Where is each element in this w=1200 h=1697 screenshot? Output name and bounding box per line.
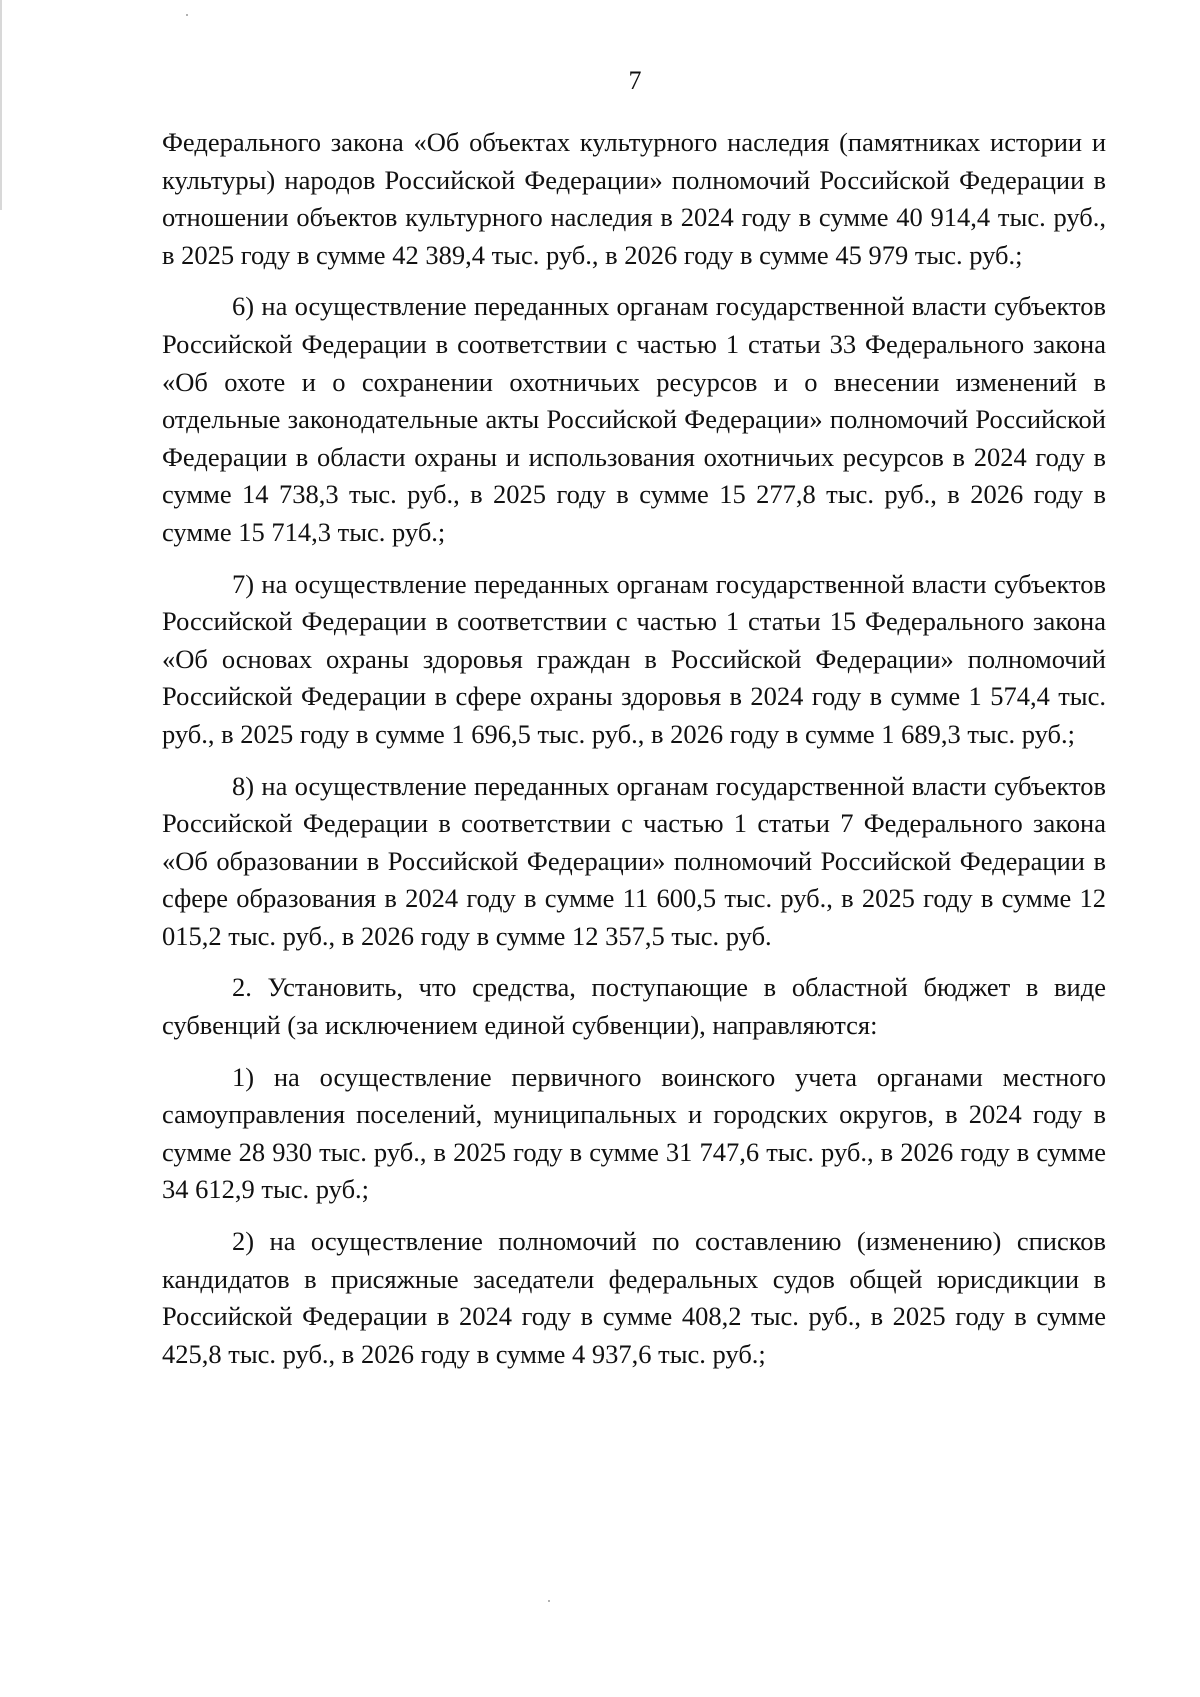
paragraph-item-6: 6) на осуществление переданных органам государственной власти субъектов Российской Федерации в соответствии с частью 1 статьи 33 Федерального закона «Об охоте и о сохранении охотничьих ресурсов и о внесении изменений в отдельные законодательные акты Российской Федерации» полномочий Российской Федерации в области охраны и использования охотничьих ресурсов в 2024 году в сумме 14 738,3 тыс. руб., в 2025 году в сумме 15 277,8 тыс. руб., в 2026 году в сумме 15 714,3 тыс. руб.; (162, 291, 1106, 547)
page-edge-line (0, 0, 2, 210)
page-number: 7 (628, 66, 642, 95)
scan-speck (548, 1600, 550, 1602)
paragraph-section-2-item-1: 1) на осуществление первичного воинского учета органами местного самоуправления поселений, муниципальных и городских округов, в 2024 году в сумме 28 930 тыс. руб., в 2025 году в сумме 31 747,6 тыс. руб., в 2026 году в сумме 34 612,9 тыс. руб.; (162, 1061, 1106, 1205)
scan-speck (186, 14, 188, 16)
paragraph-item-7: 7) на осуществление переданных органам государственной власти субъектов Российской Федерации в соответствии с частью 1 статьи 15 Федерального закона «Об основах охраны здоровья граждан в Российской Федерации» полномочий Российской Федерации в сфере охраны здоровья в 2024 году в сумме 1 574,4 тыс. руб., в 2025 году в сумме 1 696,5 тыс. руб., в 2026 году в сумме 1 689,3 тыс. руб.; (162, 568, 1106, 749)
document-body (162, 124, 1106, 1387)
paragraph-item-8: 8) на осуществление переданных органам государственной власти субъектов Российской Федерации в соответствии с частью 1 статьи 7 Федерального закона «Об образовании в Российской Федерации» полномочий Российской Федерации в сфере образования в 2024 году в сумме 11 600,5 тыс. руб., в 2025 году в сумме 12 015,2 тыс. руб., в 2026 году в сумме 12 357,5 тыс. руб. (162, 770, 1106, 951)
paragraph-section-2: 2. Установить, что средства, поступающие в областной бюджет в виде субвенций (за исключением единой субвенции), направляются: (162, 972, 1106, 1041)
paragraph-continuation: Федерального закона «Об объектах культурного наследия (памятниках истории и культуры) народов Российской Федерации» полномочий Российской Федерации в отношении объектов культурного наследия в 2024 году в сумме 40 914,4 тыс. руб., в 2025 году в сумме 42 389,4 тыс. руб., в 2026 году в сумме 45 979 тыс. руб.; (162, 127, 1106, 270)
paragraph-section-2-item-2: 2) на осуществление полномочий по составлению (изменению) списков кандидатов в присяжные заседатели федеральных судов общей юрисдикции в Российской Федерации в 2024 году в сумме 408,2 тыс. руб., в 2025 году в сумме 425,8 тыс. руб., в 2026 году в сумме 4 937,6 тыс. руб.; (162, 1226, 1106, 1369)
